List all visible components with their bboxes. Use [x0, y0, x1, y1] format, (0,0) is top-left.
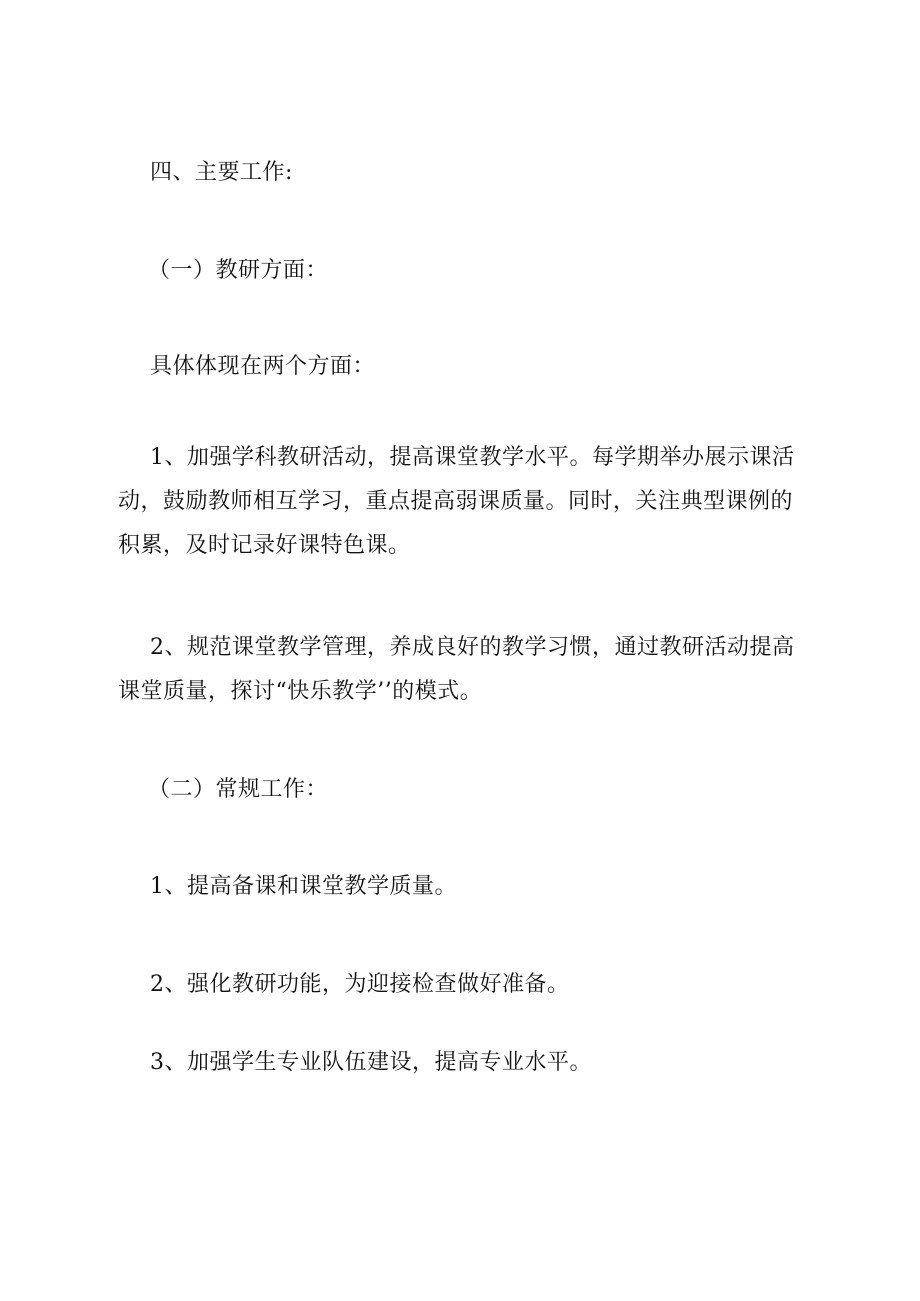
main-heading: 四、主要工作:: [150, 160, 293, 185]
section-2-item-1: 1、提高备课和课堂教学质量。: [150, 874, 457, 899]
section-2-item-3: 3、加强学生专业队伍建设，提高专业水平。: [150, 1050, 592, 1075]
section-1-item-1: 1、加强学科教研活动，提高课堂教学水平。每学期举办展示课活动，鼓励教师相互学习，重点提高弱课质量。同时，关注典型课例的积累，及时记录好课特色课。: [118, 445, 795, 558]
section-2-item-2: 2、强化教研功能，为迎接检查做好准备。: [150, 972, 570, 997]
section-1-title: （一）教研方面：: [148, 258, 329, 283]
section-2-title: （二）常规工作：: [148, 777, 329, 802]
section-1-intro: 具体体现在两个方面：: [150, 354, 376, 379]
section-1-item-2: 2、规范课堂教学管理，养成良好的教学习惯，通过教研活动提高课堂质量，探讨“快乐教学’’的模式。: [118, 635, 795, 704]
